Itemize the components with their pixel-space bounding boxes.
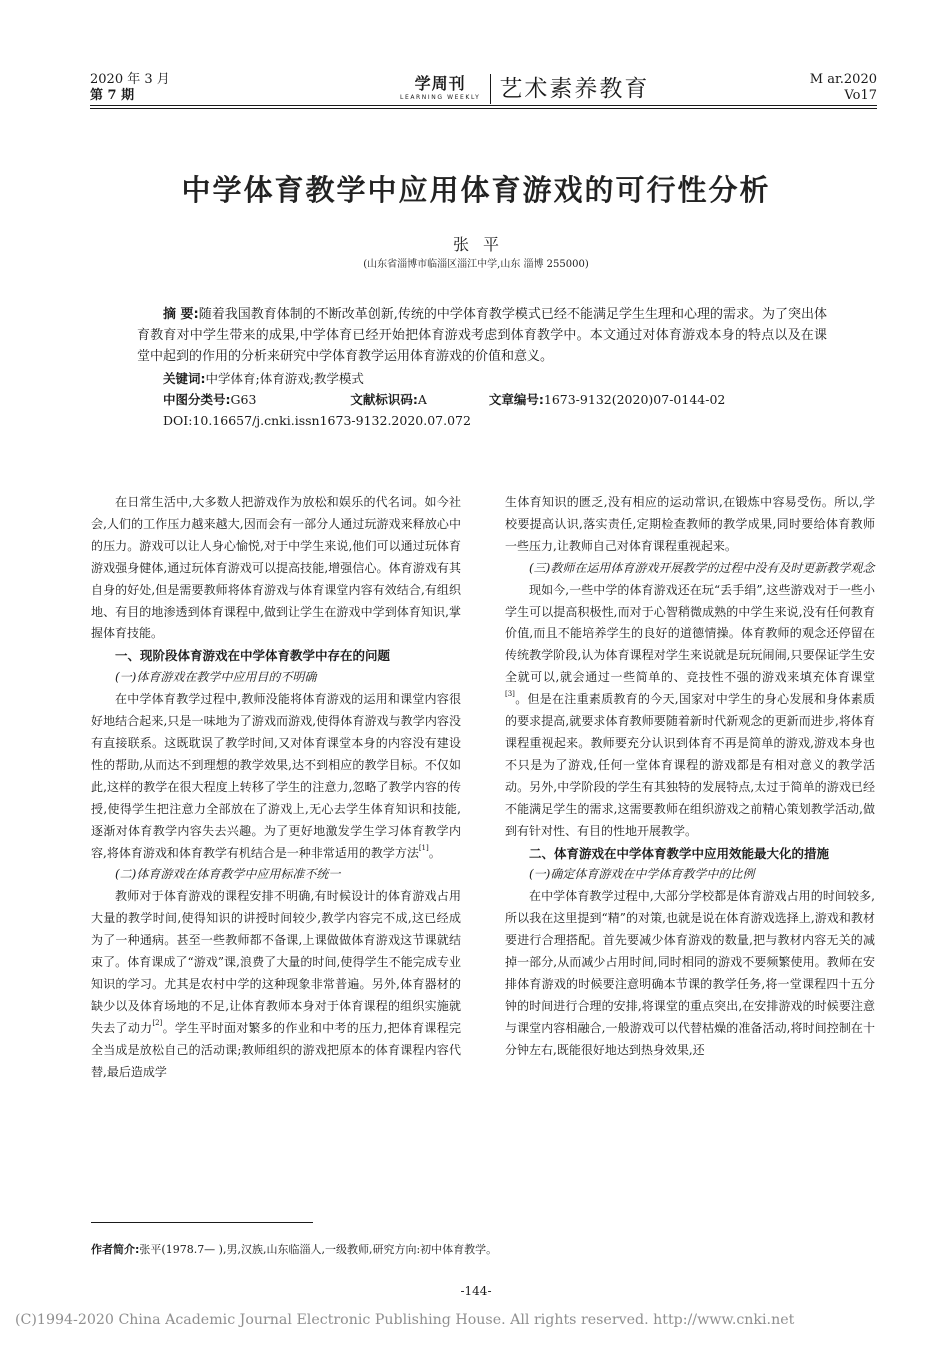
citation-ref: [2] bbox=[152, 1018, 163, 1027]
header-volume: Vo17 bbox=[844, 88, 877, 103]
header-rule-bottom bbox=[90, 108, 877, 109]
subsection-heading: (一)体育游戏在教学中应用目的不明确 bbox=[115, 670, 317, 685]
footnote-rule bbox=[91, 1222, 313, 1223]
journal-brand bbox=[400, 74, 491, 104]
citation-ref: [1] bbox=[418, 843, 429, 852]
subsection-heading: (一)确定体育游戏在中学体育教学中的比例 bbox=[529, 867, 755, 882]
article-author: 张平 bbox=[452, 235, 513, 254]
doi-line bbox=[163, 411, 471, 431]
paragraph-text: 。学生平时面对繁多的作业和中考的压力,把体育课程完全当成是放松自己的活动课;教师组织的游戏把原本的体育课程内容代替,最后造成学 bbox=[91, 1020, 461, 1079]
author-affiliation: (山东省淄博市临淄区淄江中学,山东 淄博 255000) bbox=[363, 259, 589, 270]
paragraph bbox=[91, 886, 461, 1083]
header-date: 2020 年 3 月 bbox=[90, 72, 170, 87]
footnote-label: 作者简介: bbox=[91, 1243, 140, 1256]
author-footnote bbox=[91, 1241, 497, 1257]
paragraph bbox=[91, 689, 461, 864]
paragraph-text: 。但是在注重素质教育的今天,国家对中学生的身心发展和身体素质的要求提高,就要求体育教师要随着新时代新观念的更新而进步,将体育课程重视起来。教师要充分认识到体育不再是简单的游戏,游戏本身也不只是为了游戏,任何一堂体育课程的游戏都是有相对意义的教学活动。另外,中学阶段的学生有其独特的发展特点,太过于简单的游戏已经不能满足学生的需求,这需要教师在组织游戏之前精心策划教学活动,做到有针对性、有目的性地开展教学。 bbox=[505, 692, 875, 838]
header-rule-top bbox=[90, 105, 877, 106]
body-column-left bbox=[91, 492, 461, 1083]
header-issue: 第 7 期 bbox=[90, 88, 135, 103]
abstract-label: 摘 要: bbox=[163, 307, 199, 322]
journal-banner bbox=[400, 72, 649, 106]
doi-label: DOI: bbox=[163, 413, 193, 428]
doccode-label: 文献标识码: bbox=[350, 392, 418, 407]
running-header-right bbox=[810, 72, 877, 104]
citation-ref: [3] bbox=[505, 690, 515, 699]
keywords: 中学体育;体育游戏;教学模式 bbox=[205, 371, 364, 386]
section-heading: 一、现阶段体育游戏在中学体育教学中存在的问题 bbox=[115, 648, 391, 664]
column-name: 艺术素养教育 bbox=[499, 76, 650, 102]
journal-name-en: LEARNING WEEKLY bbox=[400, 94, 481, 101]
journal-name-cn: 学周刊 bbox=[414, 74, 466, 93]
abstract bbox=[137, 304, 827, 367]
clc-label: 中图分类号: bbox=[163, 392, 231, 407]
article-title: 中学体育教学中应用体育游戏的可行性分析 bbox=[181, 173, 771, 207]
doi: 10.16657/j.cnki.issn1673-9132.2020.07.072 bbox=[192, 413, 471, 428]
clc-code: G63 bbox=[230, 392, 257, 407]
footnote-text: 张平(1978.7— ),男,汉族,山东临淄人,一级教师,研究方向:初中体育教学。 bbox=[139, 1243, 498, 1256]
classification-line bbox=[163, 390, 725, 410]
paragraph-text: 在中学体育教学过程中,教师没能将体育游戏的运用和课堂内容很好地结合起来,只是一味地为了游戏而游戏,使得体育游戏与教学内容没有直接联系。这既耽误了教学时间,又对体育课堂本身的内容没有建设性的帮助,从而达不到理想的教学效果,达不到相应的教学目标。不仅如此,这样的教学在很大程度上转移了学生的注意力,忽略了教学内容的传授,使得学生把注意力全部放在了游戏上,无心去学生体育知识和技能,逐渐对体育教学内容失去兴趣。为了更好地激发学生学习体育教学内容,将体育游戏和体育教学有机结合是一种非常适用的教学方法 bbox=[91, 692, 461, 860]
copyright-notice: (C)1994-2020 China Academic Journal Electronic Publishing House. All rights reserved. http://www.cnki.net bbox=[15, 1312, 795, 1328]
subsection-heading: (三)教师在运用体育游戏开展教学的过程中没有及时更新教学观念 bbox=[529, 560, 875, 575]
subsection-heading: (二)体育游戏在体育教学中应用标准不统一 bbox=[115, 867, 341, 882]
paragraph-text: 现如今,一些中学的体育游戏还在玩“丢手绢”,这些游戏对于一些小学生可以提高积极性,而对于心智稍微成熟的中学生来说,没有任何教育价值,而且不能培养学生的良好的道德情操。体育教师的观念还停留在传统教学阶段,认为体育课程对学生来说就是玩玩闹闹,只要保证学生安全就可以,就会通过一些简单的、竞技性不强的游戏来填充体育课堂 bbox=[505, 582, 875, 685]
paragraph: 生体育知识的匮乏,没有相应的运动常识,在锻炼中容易受伤。所以,学校要提高认识,落实责任,定期检查教师的教学成果,同时要给体育教师一些压力,让教师自己对体育课程重视起来。 bbox=[505, 495, 875, 553]
abstract-text: 随着我国教育体制的不断改革创新,传统的中学体育教学模式已经不能满足学生生理和心理的需求。为了突出体育教育对中学生带来的成果,中学体育已经开始把体育游戏考虑到体育教学中。本文通过对体育游戏本身的特点以及在课堂中起到的作用的分析来研究中学体育教学运用体育游戏的价值和意义。 bbox=[137, 307, 827, 364]
paragraph bbox=[505, 580, 875, 843]
keywords-line bbox=[163, 369, 364, 389]
paragraph-text: 。 bbox=[428, 845, 441, 860]
section-heading: 二、体育游戏在中学体育教学中应用效能最大化的措施 bbox=[529, 845, 830, 861]
article-number: 1673-9132(2020)07-0144-02 bbox=[543, 392, 726, 407]
running-header-left bbox=[90, 72, 170, 104]
paragraph: 在日常生活中,大多数人把游戏作为放松和娱乐的代名词。如今社会,人们的工作压力越来越大,因而会有一部分人通过玩游戏来释放心中的压力。游戏可以让人身心愉悦,对于中学生来说,他们可以通过玩体育游戏强身健体,通过玩体育游戏可以提高技能,增强信心。体育游戏有其自身的好处,但是需要教师将体育游戏与体育课堂内容有效结合,有组织地、有目的地渗透到体育课程中,做到让学生在游戏中学到体育知识,掌握体育技能。 bbox=[91, 495, 461, 641]
keywords-label: 关键词: bbox=[163, 371, 206, 386]
paragraph-text: 教师对于体育游戏的课程安排不明确,有时候设计的体育游戏占用大量的教学时间,使得知识的讲授时间较少,教学内容完不成,这已经成为了一种通病。甚至一些教师都不备课,上课做做体育游戏这节课就结束了。体育课成了“游戏”课,浪费了大量的时间,使得学生不能完成专业知识的学习。尤其是农村中学的这种现象非常普遍。另外,体育器材的缺少以及体育场地的不足,让体育教师本身对于体育课程的组织实施就失去了动力 bbox=[91, 889, 461, 1035]
paragraph: 在中学体育教学过程中,大部分学校都是体育游戏占用的时间较多,所以我在这里提到“精”的对策,也就是说在体育游戏选择上,游戏和教材要进行合理搭配。首先要减少体育游戏的数量,把与教材内容无关的减掉一部分,从而减少占用时间,同时相同的游戏不要频繁使用。教师在安排体育游戏的时候要注意明确本节课的教学任务,将一堂课程四十五分钟的时间进行合理的安排,将课堂的重点突出,在安排游戏的时候要注意与课堂内容相融合,一般游戏可以代替枯燥的准备活动,将时间控制在十分钟左右,既能很好地达到热身效果,还 bbox=[505, 889, 875, 1057]
header-date-en: M ar.2020 bbox=[809, 72, 877, 87]
body-column-right bbox=[505, 492, 875, 1062]
page-number: -144- bbox=[460, 1284, 492, 1298]
articleno-label: 文章编号: bbox=[488, 392, 544, 407]
doccode: A bbox=[417, 392, 427, 407]
